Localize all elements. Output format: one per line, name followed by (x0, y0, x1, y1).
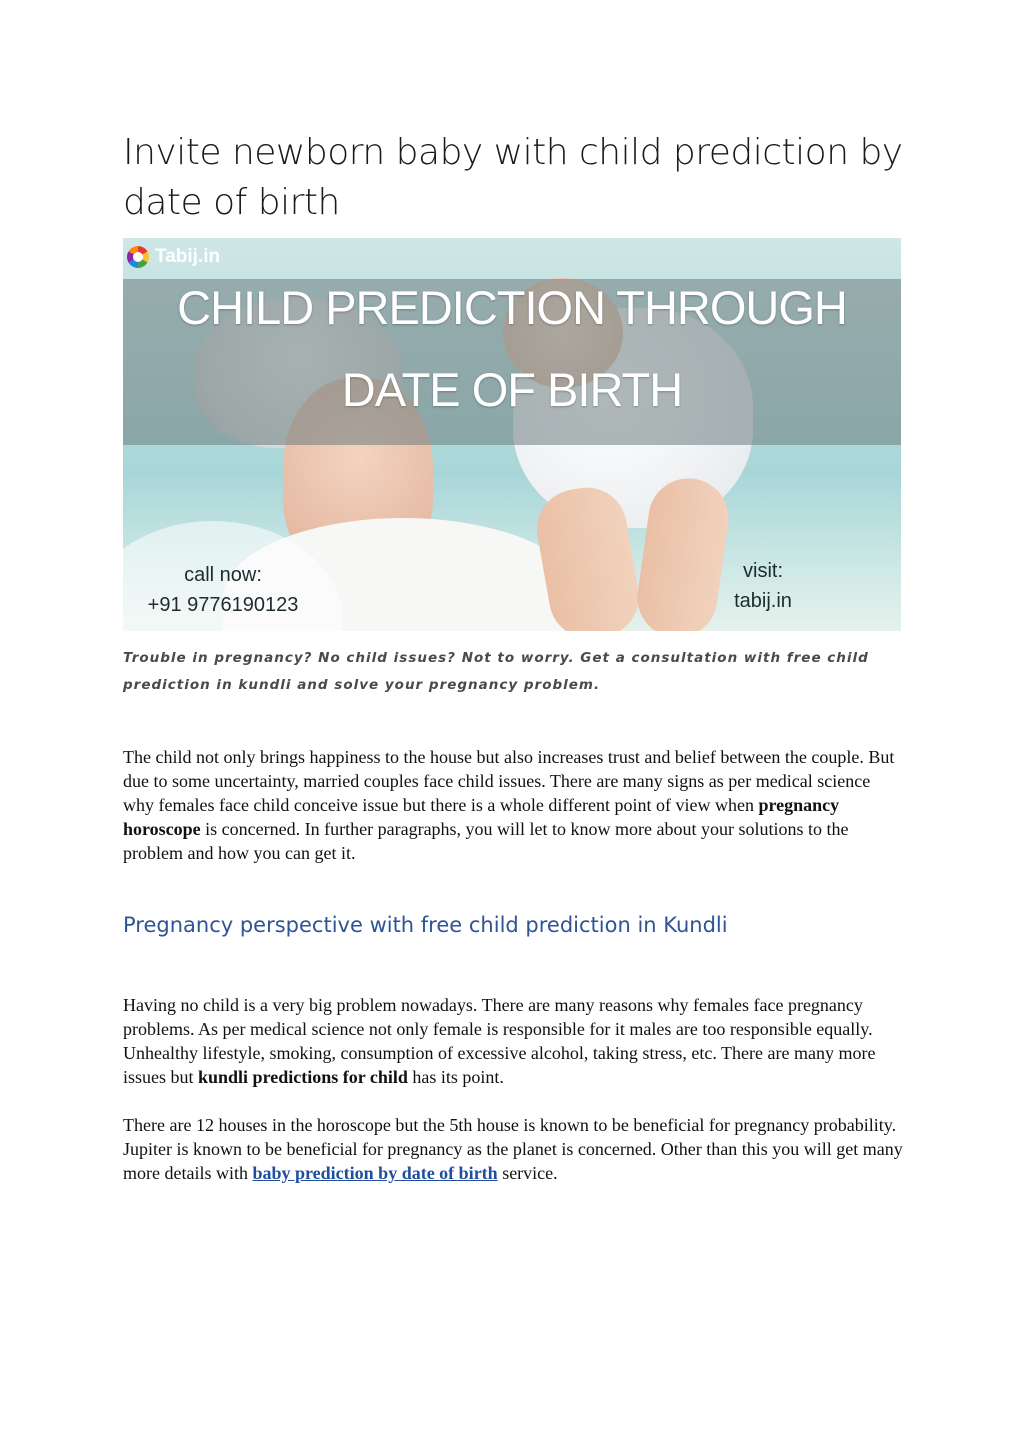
paragraph-houses (123, 1113, 903, 1185)
paragraph-text: service. (497, 1163, 558, 1183)
paragraph-text: The child not only brings happiness to the house but also increases trust and belief between the couple. But due to some uncertainty, married couples face child issues. There are many signs as per medical science why females face child conceive issue but there is a whole different point of view when (123, 747, 895, 815)
banner-logo (127, 246, 220, 268)
visit-site: tabij.in (734, 590, 792, 612)
call-label: call now: (184, 564, 262, 586)
paragraph-intro (123, 745, 903, 865)
logo-text: Tabij.in (155, 246, 221, 267)
bold-phrase: kundli predictions for child (198, 1067, 408, 1087)
paragraph-text: Having no child is a very big problem nowadays. There are many reasons why females face pregnancy problems. As per medical science not only female is responsible for it males are too responsible equally. Unhealthy lifestyle, smoking, consumption of excessive alcohol, taking stress, etc. There are many more issues but (123, 995, 876, 1087)
paragraph-problem (123, 993, 903, 1089)
bold-phrase: pregnancy horoscope (123, 795, 840, 839)
section-heading: Pregnancy perspective with free child prediction in Kundli (123, 913, 728, 937)
logo-icon (127, 246, 149, 268)
call-number: +91 9776190123 (147, 594, 299, 616)
paragraph-text: has its point. (407, 1067, 504, 1087)
paragraph-text: There are 12 houses in the horoscope but the 5th house is known to be beneficial for pregnancy probability. Jupiter is known to be beneficial for pregnancy as the planet is concerned. Other than this you will get many more details with (123, 1115, 903, 1183)
banner-headline-line2: DATE OF BIRTH (341, 363, 683, 416)
visit-label: visit: (743, 560, 783, 582)
visit-info (683, 556, 843, 616)
document-page (123, 128, 903, 1185)
page-title: Invite newborn baby with child prediction by date of birth (123, 132, 903, 223)
call-info (123, 560, 323, 620)
image-caption: Trouble in pregnancy? No child issues? Not to worry. Get a consultation with free child prediction in kundli and solve your pregnancy problem. (123, 650, 869, 693)
baby-prediction-link[interactable]: baby prediction by date of birth (252, 1163, 498, 1183)
banner-headline-line1: CHILD PREDICTION THROUGH (177, 281, 847, 334)
banner-image (123, 238, 901, 631)
paragraph-text: is concerned. In further paragraphs, you will let to know more about your solutions to the problem and how you can get it. (123, 819, 849, 863)
